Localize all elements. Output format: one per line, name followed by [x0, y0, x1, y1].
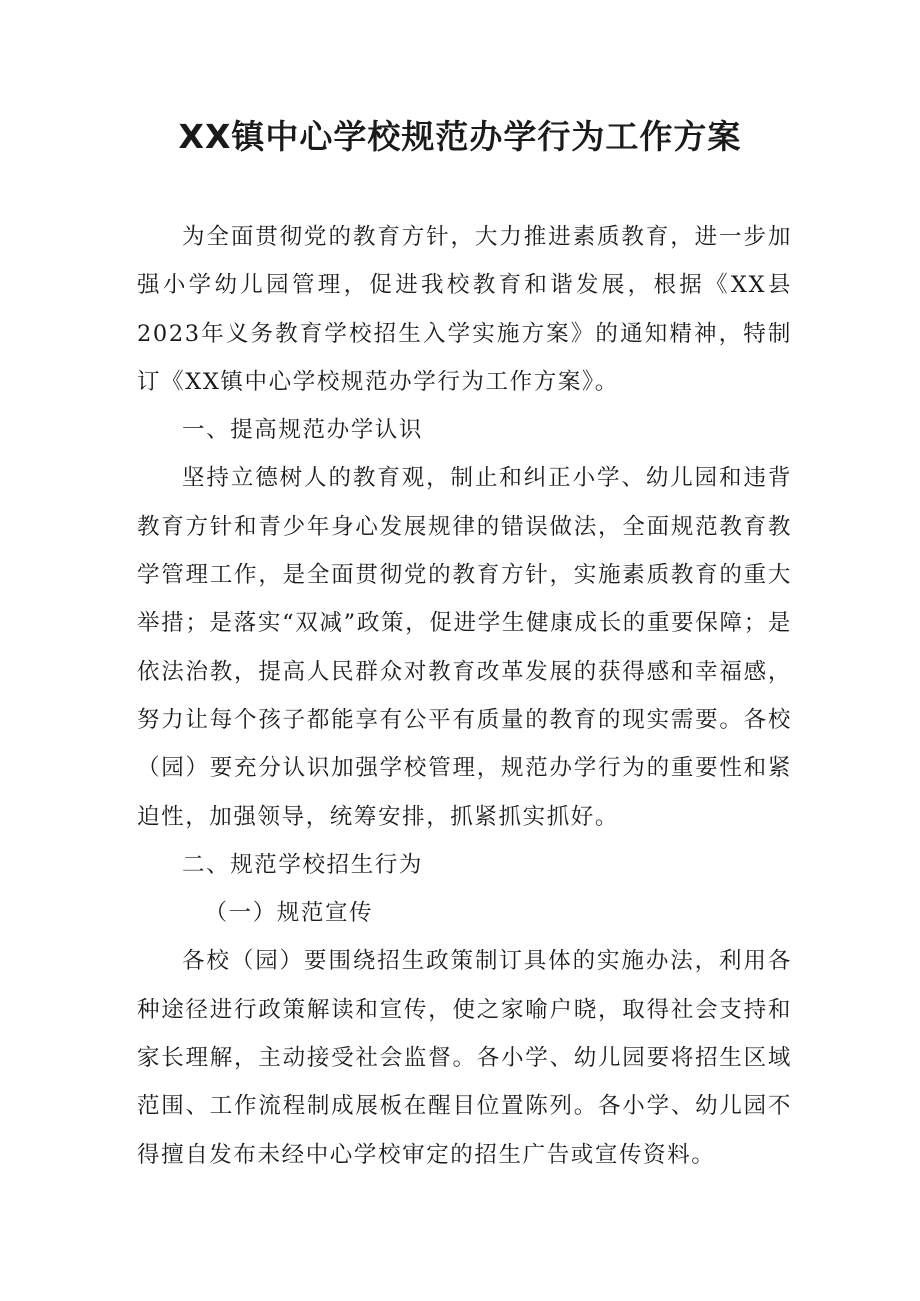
section-2-heading: 二、规范学校招生行为 [182, 851, 424, 878]
section-1-heading: 一、提高规范办学认识 [182, 417, 424, 444]
section-2-subheading-1: （一）规范宣传 [204, 900, 374, 927]
section-1-paragraph: 坚持立德树人的教育观，制止和纠正小学、幼儿园和违背教育方针和青少年身心发展规律的错误做法，全面规范教育教学管理工作，是全面贯彻党的教育方针，实施素质教育的重大举措；是落实“双减”政策，促进学生健康成长的重要保障；是依法治教，提高人民群众对教育改革发展的获得感和幸福感，努力让每个孩子都能享有公平有质量的教育的现实需要。各校（园）要充分认识加强学校管理，规范办学行为的重要性和紧迫性，加强领导，统筹安排，抓紧抓实抓好。 [137, 465, 792, 830]
document-title: XX镇中心学校规范办学行为工作方案 [178, 117, 742, 156]
section-2-sub-1-paragraph: 各校（园）要围绕招生政策制订具体的实施办法，利用各种途径进行政策解读和宣传，使之家喻户晓，取得社会支持和家长理解，主动接受社会监督。各小学、幼儿园要将招生区域范围、工作流程制成展板在醒目位置陈列。各小学、幼儿园不得擅自发布未经中心学校审定的招生广告或宣传资料。 [137, 948, 792, 1168]
document-body [137, 213, 792, 1179]
intro-paragraph: 为全面贯彻党的教育方针，大力推进素质教育，进一步加强小学幼儿园管理，促进我校教育和谐发展，根据《XX县2023年义务教育学校招生入学实施方案》的通知精神，特制订《XX镇中心学校规范办学行为工作方案》。 [137, 224, 792, 395]
